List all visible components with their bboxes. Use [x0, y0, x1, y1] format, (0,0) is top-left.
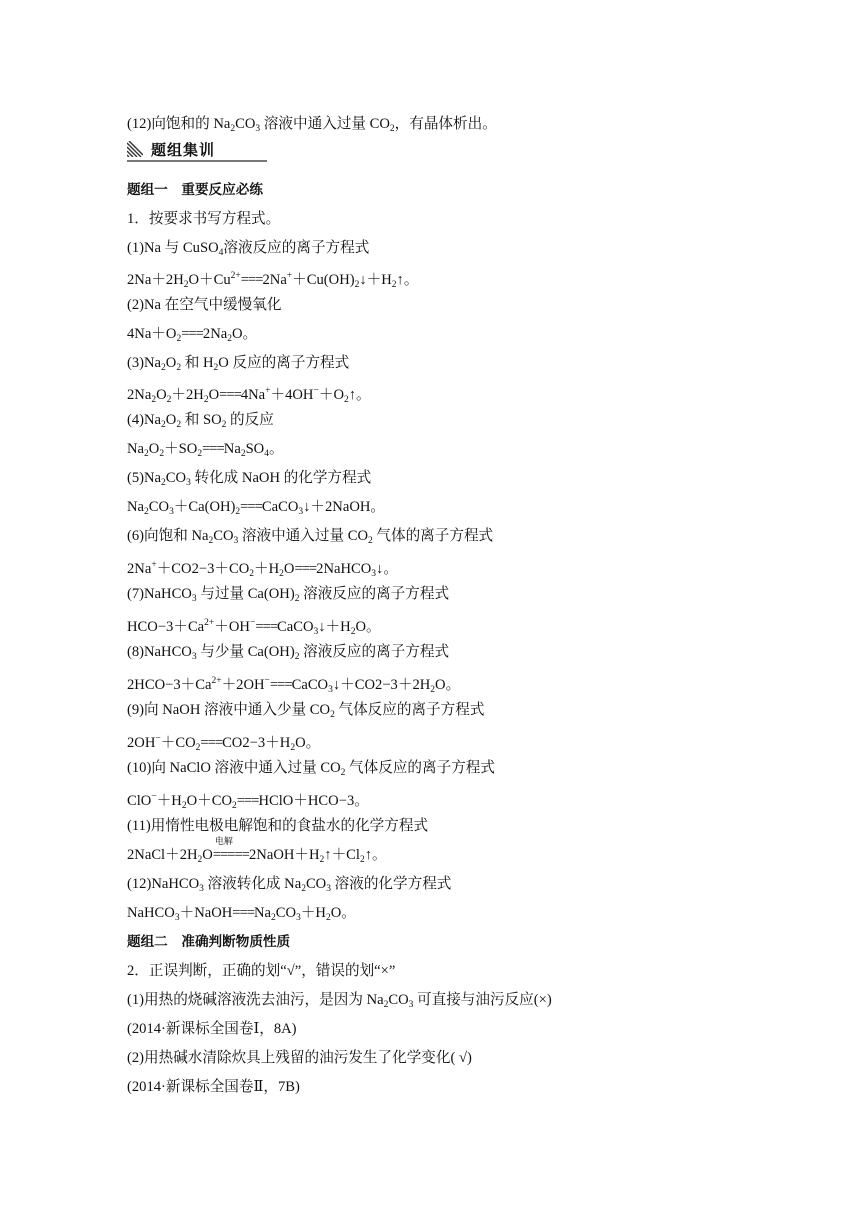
- q2-item-2-source: (2014·新课标全国卷Ⅱ，7B): [127, 1079, 300, 1095]
- item-11-answer: $2NaCl+2H_2O$ 电解 $=====2NaOH+H_2↑+Cl_2↑$。: [127, 836, 387, 865]
- item-12-question: (12)NaHCO$_3$ 溶液转化成 $Na_2CO_3$ 溶液的化学方程式: [127, 876, 452, 894]
- q2-item-2: (2)用热碱水清除炊具上残留的油污发生了化学变化( √): [127, 1050, 472, 1066]
- item-3-answer: $2Na_2O_2+2H_2O===4Na^++4OH^-+O_2↑$。: [127, 386, 371, 405]
- item-9-question: (9)向 NaOH 溶液中通入少量 $CO_2$ 气体反应的离子方程式: [127, 702, 485, 720]
- q1-stem: 1．按要求书写方程式。: [127, 211, 281, 227]
- q2-item-1: (1)用热的烧碱溶液洗去油污，是因为 $Na_2CO_3$ 可直接与油污反应(×): [127, 992, 552, 1010]
- item-9-answer: $2OH^-+CO_2===CO2-3+H_2O$。: [127, 734, 321, 753]
- item-6-answer: $2Na^++CO2-3+CO_2+H_2O===2NaHCO_3↓$。: [127, 560, 398, 579]
- item-10-answer: $ClO^-+H_2O+CO_2===HClO+HCO-3$。: [127, 792, 369, 811]
- group1-title: 题组一 重要反应必练: [127, 182, 263, 198]
- item-2-question: (2)Na 在空气中缓慢氧化: [127, 297, 282, 313]
- section-header: [127, 137, 267, 163]
- section-underline: [127, 160, 267, 162]
- item-2-answer: $4Na+O_2===2Na_2O$。: [127, 326, 258, 344]
- item-12-answer: $NaHCO_3+NaOH===Na_2CO_3+H_2O$。: [127, 905, 356, 923]
- item-10-question: (10)向 NaClO 溶液中通入过量 $CO_2$ 气体反应的离子方程式: [127, 760, 495, 778]
- item-8-question: (8)NaHCO$_3$ 与少量 $Ca(OH)_2$ 溶液反应的离子方程式: [127, 644, 450, 662]
- item-5-question: $(5)Na_2CO_3$ 转化成 NaOH 的化学方程式: [127, 470, 372, 488]
- group2-title: 题组二 准确判断物质性质: [127, 934, 291, 950]
- item-4-question: $(4)Na_2O_2$ 和 $SO_2$ 的反应: [127, 412, 274, 430]
- item-8-answer: $2HCO-3+Ca^{2+}+2OH^-===CaCO_3↓+CO2-3+2H_2O$。: [127, 676, 461, 695]
- item-7-question: (7)NaHCO$_3$ 与过量 $Ca(OH)_2$ 溶液反应的离子方程式: [127, 586, 450, 604]
- q2-stem: 2．正误判断，正确的划“√”，错误的划“×”: [127, 963, 396, 979]
- diagonal-stripes-icon: [127, 141, 143, 157]
- item-1-question: (1)Na 与 CuSO$_4$溶液反应的离子方程式: [127, 240, 370, 258]
- item-11-question: (11)用惰性电极电解饱和的食盐水的化学方程式: [127, 818, 429, 834]
- item-6-question: (6)向饱和 $Na_2CO_3$ 溶液中通入过量 $CO_2$ 气体的离子方程式: [127, 528, 494, 546]
- item-5-answer: $Na_2CO_3+Ca(OH)_2===CaCO_3↓+2NaOH$。: [127, 499, 385, 517]
- item-4-answer: $Na_2O_2+SO_2===Na_2SO_4$。: [127, 441, 284, 459]
- item-3-question: $(3)Na_2O_2$ 和 $H_2O$ 反应的离子方程式: [127, 355, 350, 373]
- q2-item-1-source: (2014·新课标全国卷Ⅰ，8A): [127, 1021, 297, 1037]
- section-title: 题组集训: [151, 141, 216, 159]
- electrolysis-condition: 电解: [214, 836, 233, 846]
- top-line-item-12: (12)向饱和的 $Na_2CO_3$ 溶液中通入过量 $CO_2$，有晶体析出。: [127, 116, 497, 134]
- item-7-answer: $HCO-3+Ca^{2+}+OH^-===CaCO_3↓+H_2O$。: [127, 618, 381, 637]
- item-1-answer: $2Na+2H_2O+Cu^{2+}===2Na^++Cu(OH)_2↓+H_2↑$。: [127, 271, 419, 290]
